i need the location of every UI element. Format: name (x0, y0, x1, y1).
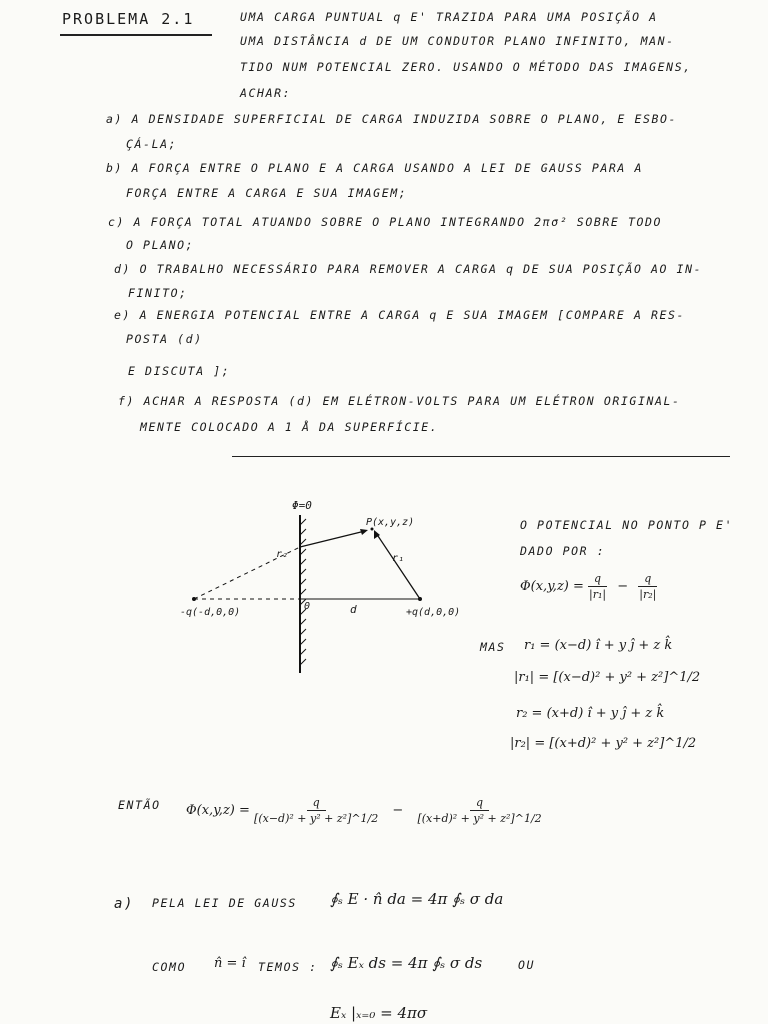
part-a-text: PELA LEI DE GAUSS (152, 896, 297, 910)
statement-line-1: UMA CARGA PUNTUAL q E' TRAZIDA PARA UMA POSIÇÃO A (240, 10, 658, 24)
charge-label: +q(d,0,0) (406, 607, 461, 618)
part-a-label: a) (114, 896, 135, 912)
r1-magnitude: |r₁| = [(x−d)² + y² + z²]^1/2 (514, 670, 701, 685)
point-p-label: P(x,y,z) (366, 517, 415, 528)
item-c-line-1: c) A FORÇA TOTAL ATUANDO SOBRE O PLANO INTEGRANDO 2πσ² SOBRE TODO (108, 215, 663, 229)
statement-line-2: UMA DISTÂNCIA d DE UM CONDUTOR PLANO INFINITO, MAN- (240, 34, 675, 48)
then-label: ENTÃO (118, 798, 161, 812)
field-equation: Eₓ |ₓ₌₀ = 4πσ (330, 1004, 428, 1022)
then-formula (186, 796, 542, 825)
temos-label: TEMOS : (258, 960, 318, 974)
potential-formula (520, 572, 657, 601)
fraction-1-den: |r₁| (589, 588, 607, 601)
then-fraction-2-den: [(x+d)² + y² + z²]^1/2 (417, 812, 542, 825)
fraction-1 (588, 572, 607, 601)
image-charge-dot (192, 597, 196, 601)
then-minus: − (392, 803, 404, 818)
section-divider (232, 456, 730, 457)
item-b-line-1: b) A FORÇA ENTRE O PLANO E A CARGA USANDO A LEI DE GAUSS PARA A (106, 161, 643, 175)
item-d-line-1: d) O TRABALHO NECESSÁRIO PARA REMOVER A CARGA q DE SUA POSIÇÃO AO IN- (114, 262, 703, 276)
item-c-line-2: O PLANO; (126, 238, 195, 252)
gauss-equation: ∮ₛ E · n̂ da = 4π ∮ₛ σ da (330, 890, 504, 908)
then-fraction-2 (417, 796, 541, 825)
normal-equation: n̂ = î (214, 956, 246, 971)
item-d-line-2: FINITO; (128, 286, 188, 300)
potential-minus: − (617, 579, 629, 594)
item-b-line-2: FORÇA ENTRE A CARGA E SUA IMAGEM; (126, 186, 408, 200)
fraction-1-num: q (588, 572, 607, 587)
image-charge-diagram (180, 495, 480, 685)
item-a-line-1: a) A DENSIDADE SUPERFICIAL DE CARGA INDUZIDA SOBRE O PLANO, E ESBO- (106, 112, 678, 126)
r1-label: r₁ (392, 553, 405, 564)
r2-magnitude: |r₂| = [(x+d)² + y² + z²]^1/2 (510, 736, 697, 751)
item-e-line-1: e) A ENERGIA POTENCIAL ENTRE A CARGA q E SUA IMAGEM [COMPARE A RES- (114, 308, 686, 322)
potential-intro-2: DADO POR : (520, 544, 606, 558)
then-fraction-2-num: q (470, 796, 489, 811)
then-fraction-1-num: q (307, 796, 326, 811)
item-f-line-2: MENTE COLOCADO A 1 Å DA SUPERFÍCIE. (140, 420, 439, 434)
r1-vector: r₁ = (x−d) î + y ĵ + z k̂ (524, 638, 673, 653)
r2-label: r₂ (276, 549, 289, 560)
then-fraction-1 (254, 796, 378, 825)
statement-line-3: TIDO NUM POTENCIAL ZERO. USANDO O MÉTODO DAS IMAGENS, (240, 60, 692, 74)
origin-label: 0 (304, 601, 311, 612)
distance-label: d (350, 603, 357, 616)
potential-lhs: Φ(x,y,z) = (520, 579, 584, 594)
item-e-line-2: POSTA (d) (126, 332, 203, 346)
mas-label: MAS (480, 640, 506, 654)
fraction-2 (638, 572, 657, 601)
item-a-line-2: ÇÁ-LA; (126, 137, 178, 151)
charge-dot (418, 597, 422, 601)
fraction-2-num: q (638, 572, 657, 587)
then-lhs: Φ(x,y,z) = (186, 803, 250, 818)
image-charge-label: -q(-d,0,0) (180, 607, 241, 618)
item-e-line-3: E DISCUTA ]; (128, 364, 231, 378)
then-fraction-1-den: [(x−d)² + y² + z²]^1/2 (254, 812, 379, 825)
title-underline (60, 34, 212, 36)
ou-label: OU (518, 958, 536, 972)
statement-line-4: ACHAR: (240, 86, 292, 100)
phi-zero-label: Φ=0 (292, 499, 312, 512)
problem-title: PROBLEMA 2.1 (62, 10, 195, 28)
flux-equation: ∮ₛ Eₓ ds = 4π ∮ₛ σ ds (330, 954, 483, 972)
fraction-2-den: |r₂| (639, 588, 657, 601)
r2-vector: r₂ = (x+d) î + y ĵ + z k̂ (516, 706, 665, 721)
como-label: COMO (152, 960, 187, 974)
item-f-line-1: f) ACHAR A RESPOSTA (d) EM ELÉTRON-VOLTS PARA UM ELÉTRON ORIGINAL- (118, 394, 681, 408)
potential-intro-1: O POTENCIAL NO PONTO P E' (520, 518, 734, 532)
